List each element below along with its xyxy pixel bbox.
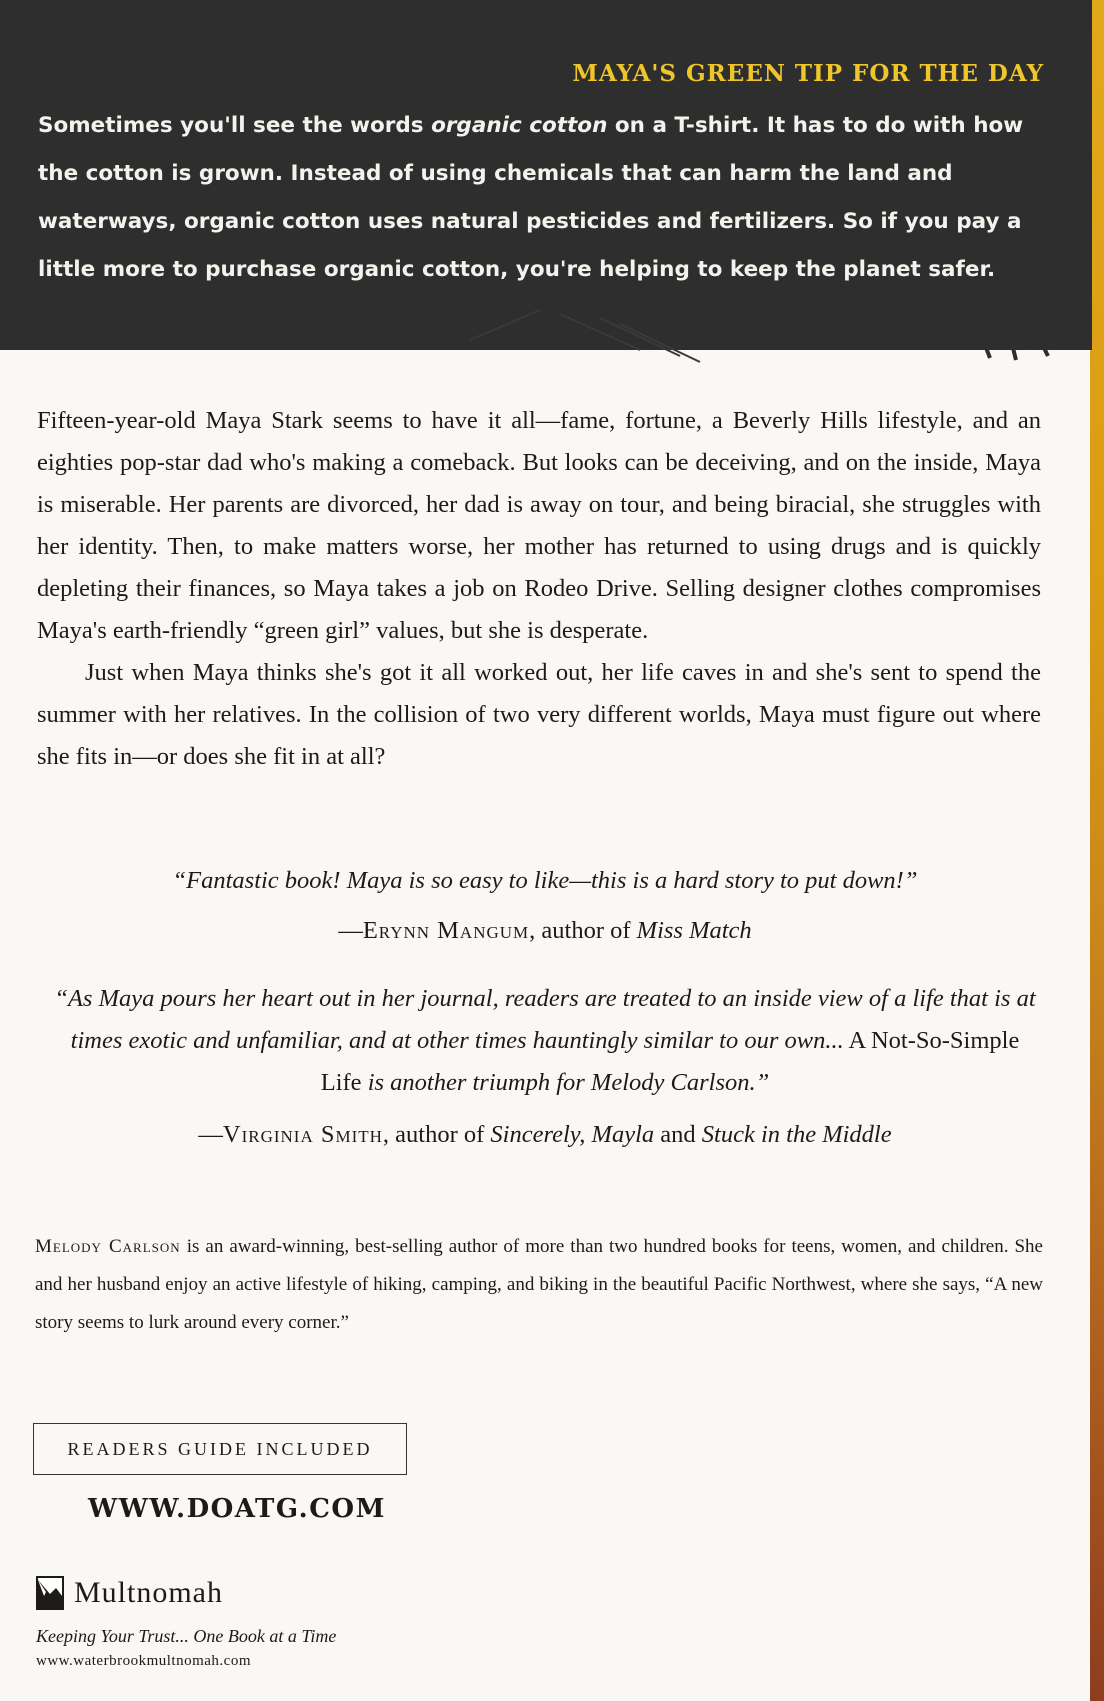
endorsement-1-work: Miss Match (636, 917, 752, 944)
endorsement-1-text: “Fantastic book! Maya is so easy to like—this is a hard story to put down!” (172, 867, 918, 894)
endorsement-2-text: “As Maya pours her heart out in her journal, readers are treated to an inside view of a life that is at times exotic and unfamiliar, and at other times hauntingly similar to our own... (54, 985, 1036, 1054)
publisher-name: Multnomah (74, 1576, 223, 1609)
endorsement-2-book-title: A Not-So-Simple Life (320, 1027, 1020, 1096)
cover-edge-strip (1090, 0, 1104, 1701)
green-tip-title: MAYA'S GREEN TIP FOR THE DAY (572, 60, 1044, 87)
mountain-logo-icon (36, 1576, 64, 1610)
description-paragraph-2: Just when Maya thinks she's got it all worked out, her life caves in and she's sent to spend the summer with her relatives. In the collision of two very different worlds, Maya must figure out where she fits in—or does she fit in at all? (37, 659, 1041, 770)
brush-stroke-edge (0, 296, 1092, 416)
green-tip-text: Sometimes you'll see the words organic cotton on a T-shirt. It has to do with how the cotton is grown. Instead of using chemicals that can harm the land and waterways, organic cotton uses natural pesticides and fertilizers. So if you pay a little more to purchase organic cotton, you're helping to keep the planet safer. (38, 113, 1024, 282)
book-description (37, 400, 1041, 778)
publisher-tagline: Keeping Your Trust... One Book at a Time (36, 1626, 337, 1646)
publisher-url[interactable]: www.waterbrookmultnomah.com (36, 1653, 251, 1669)
website-link[interactable]: WWW.DOATG.COM (88, 1494, 386, 1524)
publisher-logo (36, 1576, 223, 1610)
endorsement-2: “As Maya pours her heart out in her journal, readers are treated to an inside view of a life that is at times exotic and unfamiliar, and at other times hauntingly similar to our own... A Not-So-Simple Life is another triumph for Melody Carlson.” —Virginia Smith, author of Sincerely, Mayla and Stuck in the Middle (54, 985, 1036, 1148)
endorsement-1-author: Erynn Mangum (362, 917, 530, 944)
author-name: Melody Carlson (35, 1236, 181, 1257)
endorsement-2-author: Virginia Smith (222, 1121, 383, 1148)
description-paragraph-1: Fifteen-year-old Maya Stark seems to have it all—fame, fortune, a Beverly Hills lifestyle, and an eighties pop-star dad who's making a comeback. But looks can be deceiving, and on the inside, Maya is miserable. Her parents are divorced, her dad is away on tour, and being biracial, she struggles with her identity. Then, to make matters worse, her mother has returned to using drugs and is quickly depleting their finances, so Maya takes a job on Rodeo Drive. Selling designer clothes compromises Maya's earth-friendly “green girl” values, but she is desperate. (37, 407, 1041, 644)
readers-guide-badge: READERS GUIDE INCLUDED (33, 1423, 407, 1475)
author-bio: Melody Carlson is an award-winning, best-selling author of more than two hundred books for teens, women, and children. She and her husband enjoy an active lifestyle of hiking, camping, and biking in the beautiful Pacific Northwest, where she says, “A new story seems to lurk around every corner.” (35, 1236, 1043, 1333)
endorsement-1: “Fantastic book! Maya is so easy to like—this is a hard story to put down!” —Erynn Mangum, author of Miss Match (172, 867, 918, 944)
